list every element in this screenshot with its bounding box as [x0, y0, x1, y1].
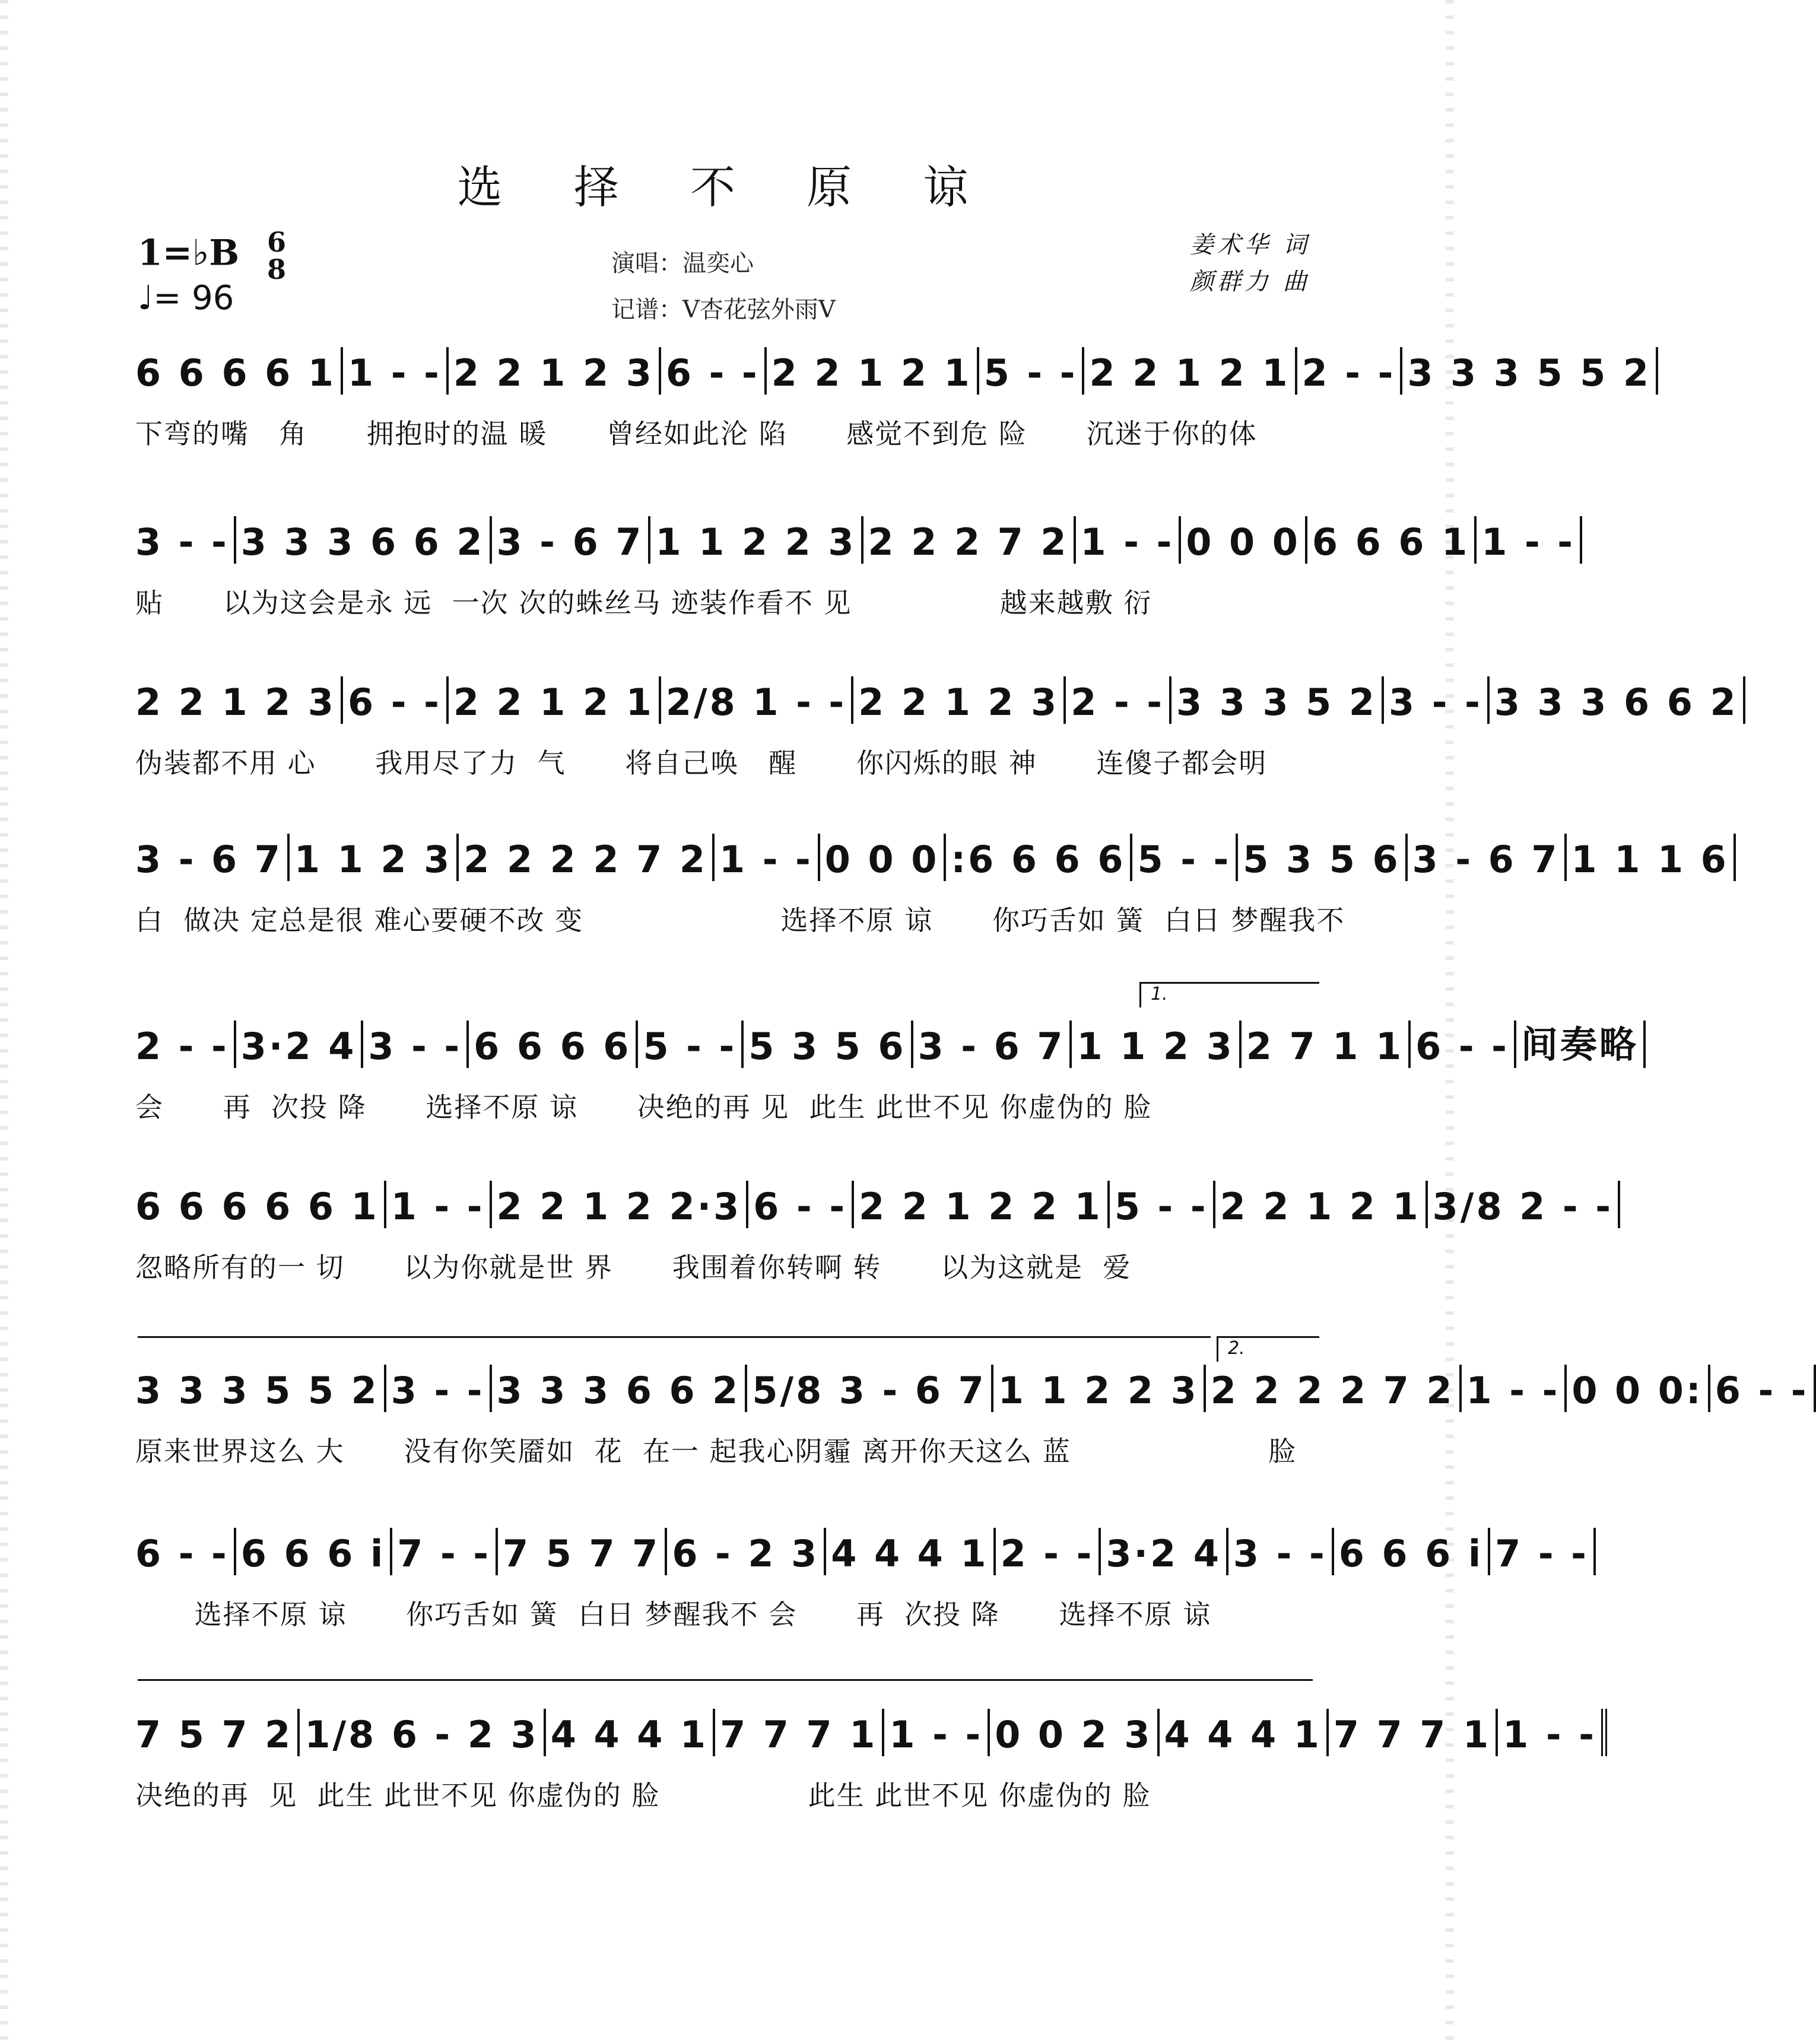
measure: 1 1 2 2 3 [993, 1365, 1206, 1412]
measure: 5 - - [638, 1021, 744, 1068]
score-row [135, 834, 1729, 938]
volta-first-ending [1139, 982, 1319, 1007]
measure: 6 6 6 1 [1307, 516, 1477, 564]
singer-credit: 演唱：温奕心 [611, 250, 754, 277]
measure: 2 2 2 2 7 2 [1206, 1365, 1462, 1412]
measure: 2 2 1 2 2 1 [854, 1181, 1110, 1228]
measure: 3 - 6 7 [1408, 834, 1567, 881]
measure: 3 3 3 5 5 2 [135, 1365, 386, 1412]
measure: 6 - 2 3 [667, 1528, 826, 1575]
measure: 3 - - [1384, 676, 1490, 724]
measure: 4 4 4 1 [546, 1709, 715, 1756]
measure: 3 3 3 5 5 2 [1402, 347, 1658, 395]
measure: 1 1 2 3 [1072, 1021, 1241, 1068]
measure: 7 - - [392, 1528, 498, 1575]
measure: 3·2 4 [1101, 1528, 1228, 1575]
notes-line [135, 1709, 1596, 1756]
measure: 5/8 3 - 6 7 [747, 1365, 993, 1412]
measure: 5 - - [1110, 1181, 1215, 1228]
measure: 3·2 4 [236, 1021, 364, 1068]
measure: 1 1 2 2 3 [650, 516, 863, 564]
measure: 3 - - [363, 1021, 469, 1068]
lyrics-line: 伪装都不用 心 我用尽了力 气 将自己唤 醒 你闪烁的眼 神 连傻子都会明 [135, 747, 1268, 779]
volta-second-label: 2. [1228, 1338, 1245, 1359]
measure: 0 0 0 [1181, 516, 1307, 564]
notes-line [135, 676, 1738, 724]
measure: 6 6 6 6 1 [135, 347, 343, 395]
lyrics-line: 忽略所有的一 切 以为你就是世 界 我围着你转啊 转 以为这就是 爱 [135, 1251, 1132, 1283]
measure: 6 - - [748, 1181, 854, 1228]
measure: 3 - - [1228, 1528, 1334, 1575]
volta-first-label: 1. [1151, 984, 1168, 1004]
key-signature [138, 228, 286, 283]
measure: 7 - - [1490, 1528, 1596, 1575]
measure: 7 7 7 1 [1329, 1709, 1498, 1756]
measure: 2 2 1 2 2·3 [492, 1181, 749, 1228]
measure: 7 7 7 1 [715, 1709, 884, 1756]
score-row [135, 1181, 1613, 1285]
measure: 1/8 6 - 2 3 [300, 1709, 545, 1756]
score-row [135, 1709, 1596, 1813]
lyrics-line: 决绝的再 见 此生 此世不见 你虚伪的 脸 此生 此世不见 你虚伪的 脸 [135, 1779, 1151, 1811]
measure: 5 3 5 6 [744, 1021, 913, 1068]
key-label: 1=♭B [138, 232, 240, 274]
score-row [135, 1528, 1589, 1632]
lyricist-credit: 姜术华 词 [1190, 231, 1310, 259]
measure: 6 - - [1710, 1365, 1816, 1412]
measure: 1 - - [343, 347, 449, 395]
measure: 0 0 2 3 [990, 1709, 1159, 1756]
measure: 3 3 3 6 6 2 [1490, 676, 1745, 724]
measure: 6 6 6 i [1334, 1528, 1490, 1575]
tempo-mark: ♩= 96 [138, 279, 234, 317]
measure: 2 - - [135, 1021, 236, 1068]
measure: 2 2 1 2 1 [767, 347, 979, 395]
measure: 2 - - [996, 1528, 1101, 1575]
notes-line [135, 516, 1576, 564]
score-row [135, 1021, 1639, 1125]
notes-line [135, 1181, 1613, 1228]
measure: 2 2 1 2 3 [853, 676, 1066, 724]
score-row [135, 1365, 1809, 1469]
measure: 1 - - [715, 834, 820, 881]
time-sig-top: 6 [266, 226, 286, 258]
song-title: 选 择 不 原 谅 [457, 161, 997, 214]
measure: 1 - - [884, 1709, 990, 1756]
lyrics-line: 贴 以为这会是永 远 一次 次的蛛丝马 迹装作看不 见 越来越敷 衍 [135, 587, 1153, 619]
transcriber-credit: 记谱：V杏花弦外雨V [611, 296, 836, 323]
measure: 2 2 2 2 7 2 [459, 834, 715, 881]
measure: 2 2 1 2 3 [449, 347, 661, 395]
measure: 6 - - [343, 676, 449, 724]
measure: 2 2 2 7 2 [863, 516, 1076, 564]
notes-line [135, 1365, 1809, 1412]
lyrics-line: 白 做决 定总是很 难心要硬不改 变 选择不原 谅 你巧舌如 簧 白日 梦醒我不 [135, 904, 1345, 936]
measure: 6 - - [661, 347, 767, 395]
measure: 1 - - [386, 1181, 492, 1228]
measure: 6 6 6 6 6 1 [135, 1181, 386, 1228]
measure: 3 3 3 5 2 [1171, 676, 1384, 724]
measure: 1 - - [1477, 516, 1582, 564]
notes-line [135, 347, 1652, 395]
measure: 4 4 4 1 [826, 1528, 995, 1575]
measure: 1 1 2 3 [290, 834, 459, 881]
notes-line [135, 1021, 1639, 1068]
measure: 1 - - [1498, 1709, 1607, 1756]
score-row [135, 676, 1738, 781]
measure: 3 - 6 7 [135, 834, 290, 881]
measure: 6 - - [135, 1528, 236, 1575]
measure: :6 6 6 6 [946, 834, 1132, 881]
time-signature [267, 228, 286, 283]
measure: 1 - - [1076, 516, 1182, 564]
measure: 7 5 7 7 [498, 1528, 667, 1575]
measure: 3 - 6 7 [913, 1021, 1072, 1068]
credits-center [611, 240, 836, 333]
measure: 间奏略 [1516, 1021, 1646, 1068]
measure: 2 2 1 2 1 [449, 676, 661, 724]
measure: 3 - - [386, 1365, 492, 1412]
tie-line-row7 [138, 1336, 1211, 1338]
composer-credit: 颜群力 曲 [1190, 268, 1310, 295]
tie-line-row9 [138, 1679, 1313, 1681]
measure: 2/8 1 - - [661, 676, 853, 724]
measure: 2 - - [1066, 676, 1171, 724]
lyrics-line: 下弯的嘴 角 拥抱时的温 暖 曾经如此沦 陷 感觉不到危 险 沉迷于你的体 [135, 418, 1258, 450]
measure: 6 6 6 i [236, 1528, 392, 1575]
score-row [135, 347, 1652, 452]
measure: 2 2 1 2 1 [1215, 1181, 1428, 1228]
page-edge-left [0, 0, 8, 2044]
lyrics-line: 原来世界这么 大 没有你笑靥如 花 在一 起我心阴霾 离开你天这么 蓝 脸 [135, 1435, 1297, 1467]
measure: 2 7 1 1 [1242, 1021, 1411, 1068]
measure: 4 4 4 1 [1160, 1709, 1329, 1756]
measure: 3 - 6 7 [492, 516, 651, 564]
notes-line [135, 1528, 1589, 1575]
measure: 5 - - [979, 347, 1085, 395]
score-row [135, 516, 1576, 621]
measure: 5 3 5 6 [1238, 834, 1407, 881]
measure: 3 3 3 6 6 2 [492, 1365, 748, 1412]
measure: 2 - - [1297, 347, 1403, 395]
measure: 3 - - [135, 516, 236, 564]
time-sig-bottom: 8 [266, 253, 286, 285]
measure: 0 0 0: [1567, 1365, 1710, 1412]
measure: 0 0 0 [820, 834, 947, 881]
lyrics-line: 选择不原 谅 你巧舌如 簧 白日 梦醒我不 会 再 次投 降 选择不原 谅 [135, 1598, 1212, 1630]
measure: 6 - - [1411, 1021, 1516, 1068]
measure: 3 3 3 6 6 2 [236, 516, 492, 564]
measure: 2 2 1 2 3 [135, 676, 343, 724]
measure: 7 5 7 2 [135, 1709, 300, 1756]
measure: 2 2 1 2 1 [1084, 347, 1297, 395]
measure: 3/8 2 - - [1428, 1181, 1620, 1228]
volta-second-ending [1217, 1336, 1319, 1362]
measure: 1 1 1 6 [1567, 834, 1736, 881]
lyrics-line: 会 再 次投 降 选择不原 谅 决绝的再 见 此生 此世不见 你虚伪的 脸 [135, 1091, 1153, 1123]
credits-right [1190, 227, 1310, 300]
measure: 6 6 6 6 [469, 1021, 638, 1068]
measure: 5 - - [1132, 834, 1238, 881]
notes-line [135, 834, 1729, 881]
measure: 1 - - [1462, 1365, 1567, 1412]
